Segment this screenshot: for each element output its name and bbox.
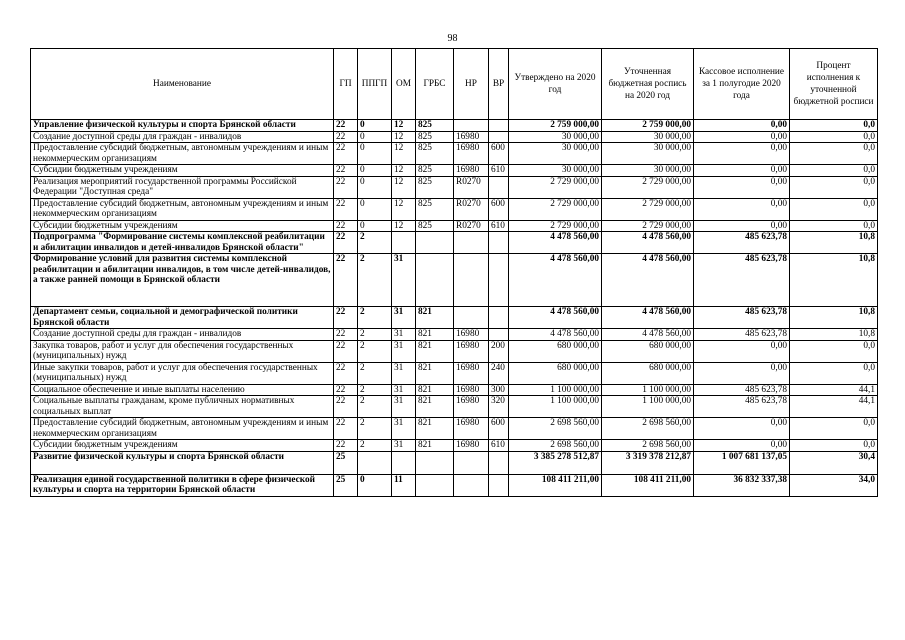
cell-refined: 4 478 560,00 bbox=[602, 254, 694, 307]
cell-refined: 30 000,00 bbox=[602, 165, 694, 177]
page-number: 98 bbox=[447, 33, 458, 44]
cell-name: Социальные выплаты гражданам, кроме публичных нормативных социальных выплат bbox=[31, 396, 334, 418]
cell-approved: 1 100 000,00 bbox=[509, 384, 602, 396]
cell-refined: 108 411 211,00 bbox=[602, 474, 694, 496]
cell-grbs: 821 bbox=[416, 329, 454, 341]
cell-ppgp bbox=[358, 451, 392, 474]
cell-ppgp: 0 bbox=[358, 474, 392, 496]
cell-percent: 10,8 bbox=[790, 232, 878, 254]
cell-gp: 22 bbox=[334, 131, 358, 143]
cell-om: 11 bbox=[392, 474, 416, 496]
cell-approved: 2 729 000,00 bbox=[509, 176, 602, 198]
cell-om: 12 bbox=[392, 131, 416, 143]
header-name: Наименование bbox=[31, 49, 334, 120]
header-nr: НР bbox=[454, 49, 489, 120]
cell-nr: R0270 bbox=[454, 220, 489, 232]
cell-approved: 2 729 000,00 bbox=[509, 198, 602, 220]
cell-refined: 30 000,00 bbox=[602, 131, 694, 143]
table-row bbox=[31, 418, 878, 440]
cell-gp: 22 bbox=[334, 362, 358, 384]
cell-cash: 485 623,78 bbox=[694, 329, 790, 341]
cell-gp: 22 bbox=[334, 232, 358, 254]
header-vr: ВР bbox=[489, 49, 509, 120]
cell-ppgp: 0 bbox=[358, 143, 392, 165]
cell-nr: 16980 bbox=[454, 340, 489, 362]
cell-nr: 16980 bbox=[454, 362, 489, 384]
cell-grbs: 821 bbox=[416, 307, 454, 329]
table-row bbox=[31, 362, 878, 384]
cell-gp: 22 bbox=[334, 396, 358, 418]
cell-name: Субсидии бюджетным учреждениям bbox=[31, 220, 334, 232]
cell-vr: 300 bbox=[489, 384, 509, 396]
cell-ppgp: 2 bbox=[358, 396, 392, 418]
table-row bbox=[31, 120, 878, 132]
cell-ppgp: 2 bbox=[358, 232, 392, 254]
cell-name: Развитие физической культуры и спорта Брянской области bbox=[31, 451, 334, 474]
cell-grbs: 825 bbox=[416, 143, 454, 165]
cell-grbs: 825 bbox=[416, 198, 454, 220]
cell-gp: 22 bbox=[334, 198, 358, 220]
cell-om: 31 bbox=[392, 329, 416, 341]
cell-approved: 30 000,00 bbox=[509, 165, 602, 177]
cell-refined: 2 759 000,00 bbox=[602, 120, 694, 132]
cell-grbs: 821 bbox=[416, 362, 454, 384]
cell-percent: 30,4 bbox=[790, 451, 878, 474]
cell-approved: 108 411 211,00 bbox=[509, 474, 602, 496]
cell-om: 31 bbox=[392, 396, 416, 418]
cell-percent: 0,0 bbox=[790, 165, 878, 177]
cell-percent: 0,0 bbox=[790, 440, 878, 452]
cell-nr: 16980 bbox=[454, 165, 489, 177]
cell-name: Создание доступной среды для граждан - инвалидов bbox=[31, 131, 334, 143]
cell-percent: 0,0 bbox=[790, 362, 878, 384]
cell-cash: 0,00 bbox=[694, 340, 790, 362]
cell-ppgp: 0 bbox=[358, 131, 392, 143]
cell-ppgp: 0 bbox=[358, 165, 392, 177]
cell-approved: 4 478 560,00 bbox=[509, 232, 602, 254]
cell-refined: 4 478 560,00 bbox=[602, 307, 694, 329]
cell-om bbox=[392, 232, 416, 254]
cell-grbs: 825 bbox=[416, 165, 454, 177]
header-approved: Утверждено на 2020 год bbox=[509, 49, 602, 120]
cell-refined: 4 478 560,00 bbox=[602, 232, 694, 254]
cell-nr: 16980 bbox=[454, 384, 489, 396]
cell-ppgp: 0 bbox=[358, 220, 392, 232]
cell-ppgp: 0 bbox=[358, 120, 392, 132]
cell-om: 31 bbox=[392, 254, 416, 307]
cell-om: 12 bbox=[392, 120, 416, 132]
cell-approved: 4 478 560,00 bbox=[509, 254, 602, 307]
cell-vr: 600 bbox=[489, 143, 509, 165]
cell-refined: 680 000,00 bbox=[602, 362, 694, 384]
cell-grbs bbox=[416, 232, 454, 254]
cell-approved: 680 000,00 bbox=[509, 362, 602, 384]
cell-approved: 30 000,00 bbox=[509, 143, 602, 165]
cell-gp: 22 bbox=[334, 329, 358, 341]
cell-cash: 0,00 bbox=[694, 143, 790, 165]
table-row bbox=[31, 307, 878, 329]
cell-refined: 1 100 000,00 bbox=[602, 396, 694, 418]
cell-vr bbox=[489, 474, 509, 496]
cell-refined: 4 478 560,00 bbox=[602, 329, 694, 341]
header-refined: Уточненная бюджетная роспись на 2020 год bbox=[602, 49, 694, 120]
cell-om: 12 bbox=[392, 143, 416, 165]
cell-gp: 22 bbox=[334, 120, 358, 132]
header-om: ОМ bbox=[392, 49, 416, 120]
cell-vr bbox=[489, 329, 509, 341]
cell-gp: 25 bbox=[334, 474, 358, 496]
cell-om: 31 bbox=[392, 440, 416, 452]
cell-vr: 200 bbox=[489, 340, 509, 362]
cell-grbs: 825 bbox=[416, 131, 454, 143]
table-row bbox=[31, 340, 878, 362]
cell-nr: R0270 bbox=[454, 176, 489, 198]
cell-om: 31 bbox=[392, 362, 416, 384]
cell-percent: 0,0 bbox=[790, 176, 878, 198]
cell-gp: 22 bbox=[334, 418, 358, 440]
cell-refined: 30 000,00 bbox=[602, 143, 694, 165]
cell-vr bbox=[489, 120, 509, 132]
cell-grbs: 821 bbox=[416, 418, 454, 440]
cell-percent: 10,8 bbox=[790, 254, 878, 307]
cell-percent: 10,8 bbox=[790, 329, 878, 341]
table-body bbox=[31, 120, 878, 497]
cell-approved: 4 478 560,00 bbox=[509, 307, 602, 329]
cell-cash: 1 007 681 137,05 bbox=[694, 451, 790, 474]
table-row bbox=[31, 165, 878, 177]
cell-approved: 680 000,00 bbox=[509, 340, 602, 362]
cell-vr bbox=[489, 232, 509, 254]
table-row bbox=[31, 131, 878, 143]
cell-nr: R0270 bbox=[454, 198, 489, 220]
cell-name: Закупка товаров, работ и услуг для обеспечения государственных (муниципальных) нужд bbox=[31, 340, 334, 362]
cell-refined: 2 698 560,00 bbox=[602, 440, 694, 452]
cell-cash: 0,00 bbox=[694, 131, 790, 143]
cell-gp: 22 bbox=[334, 340, 358, 362]
cell-nr bbox=[454, 232, 489, 254]
cell-refined: 680 000,00 bbox=[602, 340, 694, 362]
cell-nr bbox=[454, 120, 489, 132]
cell-vr bbox=[489, 254, 509, 307]
cell-refined: 1 100 000,00 bbox=[602, 384, 694, 396]
cell-ppgp: 2 bbox=[358, 254, 392, 307]
cell-name: Иные закупки товаров, работ и услуг для обеспечения государственных (муниципальных) нужд bbox=[31, 362, 334, 384]
cell-ppgp: 0 bbox=[358, 176, 392, 198]
cell-refined: 2 729 000,00 bbox=[602, 198, 694, 220]
cell-refined: 2 729 000,00 bbox=[602, 220, 694, 232]
cell-grbs bbox=[416, 474, 454, 496]
cell-cash: 0,00 bbox=[694, 176, 790, 198]
cell-name: Департамент семьи, социальной и демографической политики Брянской области bbox=[31, 307, 334, 329]
table-row bbox=[31, 220, 878, 232]
cell-vr: 610 bbox=[489, 165, 509, 177]
table-row bbox=[31, 440, 878, 452]
cell-nr bbox=[454, 307, 489, 329]
cell-ppgp: 2 bbox=[358, 418, 392, 440]
cell-name: Предоставление субсидий бюджетным, автономным учреждениям и иным некоммерческим организациям bbox=[31, 198, 334, 220]
header-gp: ГП bbox=[334, 49, 358, 120]
budget-execution-table bbox=[30, 48, 878, 497]
cell-percent: 44,1 bbox=[790, 396, 878, 418]
cell-cash: 0,00 bbox=[694, 220, 790, 232]
cell-percent: 0,0 bbox=[790, 120, 878, 132]
cell-cash: 0,00 bbox=[694, 418, 790, 440]
cell-percent: 0,0 bbox=[790, 143, 878, 165]
cell-gp: 22 bbox=[334, 165, 358, 177]
header-percent: Процент исполнения к уточненной бюджетной росписи bbox=[790, 49, 878, 120]
cell-approved: 30 000,00 bbox=[509, 131, 602, 143]
cell-name: Создание доступной среды для граждан - инвалидов bbox=[31, 329, 334, 341]
cell-approved: 2 759 000,00 bbox=[509, 120, 602, 132]
cell-percent: 10,8 bbox=[790, 307, 878, 329]
cell-name: Субсидии бюджетным учреждениям bbox=[31, 165, 334, 177]
cell-refined: 3 319 378 212,87 bbox=[602, 451, 694, 474]
cell-name: Формирование условий для развития системы комплексной реабилитации и абилитации инвалидов, в том числе детей-инвалидов, а также ранней помощи в Брянской области bbox=[31, 254, 334, 307]
cell-nr: 16980 bbox=[454, 329, 489, 341]
cell-percent: 0,0 bbox=[790, 198, 878, 220]
cell-cash: 0,00 bbox=[694, 120, 790, 132]
table-header-row bbox=[31, 49, 878, 120]
cell-refined: 2 698 560,00 bbox=[602, 418, 694, 440]
cell-cash: 36 832 337,38 bbox=[694, 474, 790, 496]
cell-gp: 22 bbox=[334, 384, 358, 396]
cell-nr: 16980 bbox=[454, 396, 489, 418]
cell-nr bbox=[454, 254, 489, 307]
cell-refined: 2 729 000,00 bbox=[602, 176, 694, 198]
cell-grbs: 821 bbox=[416, 384, 454, 396]
cell-cash: 485 623,78 bbox=[694, 307, 790, 329]
cell-vr: 610 bbox=[489, 220, 509, 232]
cell-approved: 4 478 560,00 bbox=[509, 329, 602, 341]
cell-gp: 22 bbox=[334, 440, 358, 452]
cell-name: Управление физической культуры и спорта Брянской области bbox=[31, 120, 334, 132]
cell-percent: 44,1 bbox=[790, 384, 878, 396]
table-row bbox=[31, 451, 878, 474]
cell-cash: 0,00 bbox=[694, 362, 790, 384]
cell-percent: 0,0 bbox=[790, 340, 878, 362]
cell-nr: 16980 bbox=[454, 143, 489, 165]
cell-ppgp: 2 bbox=[358, 384, 392, 396]
cell-grbs: 821 bbox=[416, 396, 454, 418]
cell-grbs: 825 bbox=[416, 220, 454, 232]
table-row bbox=[31, 143, 878, 165]
cell-om: 12 bbox=[392, 220, 416, 232]
table-row bbox=[31, 198, 878, 220]
cell-approved: 3 385 278 512,87 bbox=[509, 451, 602, 474]
cell-percent: 0,0 bbox=[790, 131, 878, 143]
cell-om: 31 bbox=[392, 307, 416, 329]
cell-gp: 22 bbox=[334, 307, 358, 329]
cell-vr bbox=[489, 451, 509, 474]
cell-nr bbox=[454, 474, 489, 496]
cell-percent: 0,0 bbox=[790, 220, 878, 232]
cell-gp: 25 bbox=[334, 451, 358, 474]
cell-cash: 0,00 bbox=[694, 198, 790, 220]
cell-nr bbox=[454, 451, 489, 474]
header-grbs: ГРБС bbox=[416, 49, 454, 120]
cell-cash: 485 623,78 bbox=[694, 254, 790, 307]
cell-vr: 240 bbox=[489, 362, 509, 384]
table-row bbox=[31, 396, 878, 418]
cell-approved: 2 698 560,00 bbox=[509, 440, 602, 452]
cell-gp: 22 bbox=[334, 143, 358, 165]
cell-name: Подпрограмма "Формирование системы комплексной реабилитации и абилитации инвалидов и детей-инвалидов Брянской области" bbox=[31, 232, 334, 254]
cell-grbs: 821 bbox=[416, 340, 454, 362]
cell-grbs bbox=[416, 254, 454, 307]
cell-percent: 0,0 bbox=[790, 418, 878, 440]
cell-om: 12 bbox=[392, 176, 416, 198]
cell-approved: 2 729 000,00 bbox=[509, 220, 602, 232]
cell-vr: 610 bbox=[489, 440, 509, 452]
cell-name: Предоставление субсидий бюджетным, автономным учреждениям и иным некоммерческим организациям bbox=[31, 143, 334, 165]
cell-nr: 16980 bbox=[454, 131, 489, 143]
cell-nr: 16980 bbox=[454, 440, 489, 452]
cell-grbs bbox=[416, 451, 454, 474]
cell-name: Предоставление субсидий бюджетным, автономным учреждениям и иным некоммерческим организациям bbox=[31, 418, 334, 440]
table-row bbox=[31, 474, 878, 496]
cell-approved: 2 698 560,00 bbox=[509, 418, 602, 440]
cell-grbs: 825 bbox=[416, 120, 454, 132]
cell-vr: 600 bbox=[489, 198, 509, 220]
cell-vr: 320 bbox=[489, 396, 509, 418]
header-ppgp: ППГП bbox=[358, 49, 392, 120]
table-row bbox=[31, 384, 878, 396]
cell-om: 12 bbox=[392, 165, 416, 177]
cell-name: Субсидии бюджетным учреждениям bbox=[31, 440, 334, 452]
cell-om: 31 bbox=[392, 384, 416, 396]
cell-percent: 34,0 bbox=[790, 474, 878, 496]
cell-cash: 0,00 bbox=[694, 440, 790, 452]
cell-cash: 485 623,78 bbox=[694, 232, 790, 254]
cell-ppgp: 2 bbox=[358, 362, 392, 384]
cell-vr bbox=[489, 307, 509, 329]
cell-name: Реализация единой государственной политики в сфере физической культуры и спорта на территории Брянской области bbox=[31, 474, 334, 496]
cell-vr: 600 bbox=[489, 418, 509, 440]
cell-ppgp: 2 bbox=[358, 440, 392, 452]
cell-gp: 22 bbox=[334, 254, 358, 307]
cell-vr bbox=[489, 176, 509, 198]
cell-om: 12 bbox=[392, 198, 416, 220]
cell-grbs: 825 bbox=[416, 176, 454, 198]
cell-cash: 0,00 bbox=[694, 165, 790, 177]
cell-ppgp: 0 bbox=[358, 198, 392, 220]
cell-gp: 22 bbox=[334, 220, 358, 232]
cell-ppgp: 2 bbox=[358, 329, 392, 341]
cell-cash: 485 623,78 bbox=[694, 384, 790, 396]
cell-name: Реализация мероприятий государственной программы Российской Федерации "Доступная среда" bbox=[31, 176, 334, 198]
cell-approved: 1 100 000,00 bbox=[509, 396, 602, 418]
cell-om bbox=[392, 451, 416, 474]
table-row bbox=[31, 176, 878, 198]
cell-name: Социальное обеспечение и иные выплаты населению bbox=[31, 384, 334, 396]
table-row bbox=[31, 329, 878, 341]
cell-ppgp: 2 bbox=[358, 340, 392, 362]
cell-om: 31 bbox=[392, 340, 416, 362]
header-cash: Кассовое исполнение за 1 полугодие 2020 года bbox=[694, 49, 790, 120]
cell-gp: 22 bbox=[334, 176, 358, 198]
cell-cash: 485 623,78 bbox=[694, 396, 790, 418]
cell-grbs: 821 bbox=[416, 440, 454, 452]
cell-nr: 16980 bbox=[454, 418, 489, 440]
table-row bbox=[31, 254, 878, 307]
cell-om: 31 bbox=[392, 418, 416, 440]
cell-ppgp: 2 bbox=[358, 307, 392, 329]
cell-vr bbox=[489, 131, 509, 143]
table-row bbox=[31, 232, 878, 254]
